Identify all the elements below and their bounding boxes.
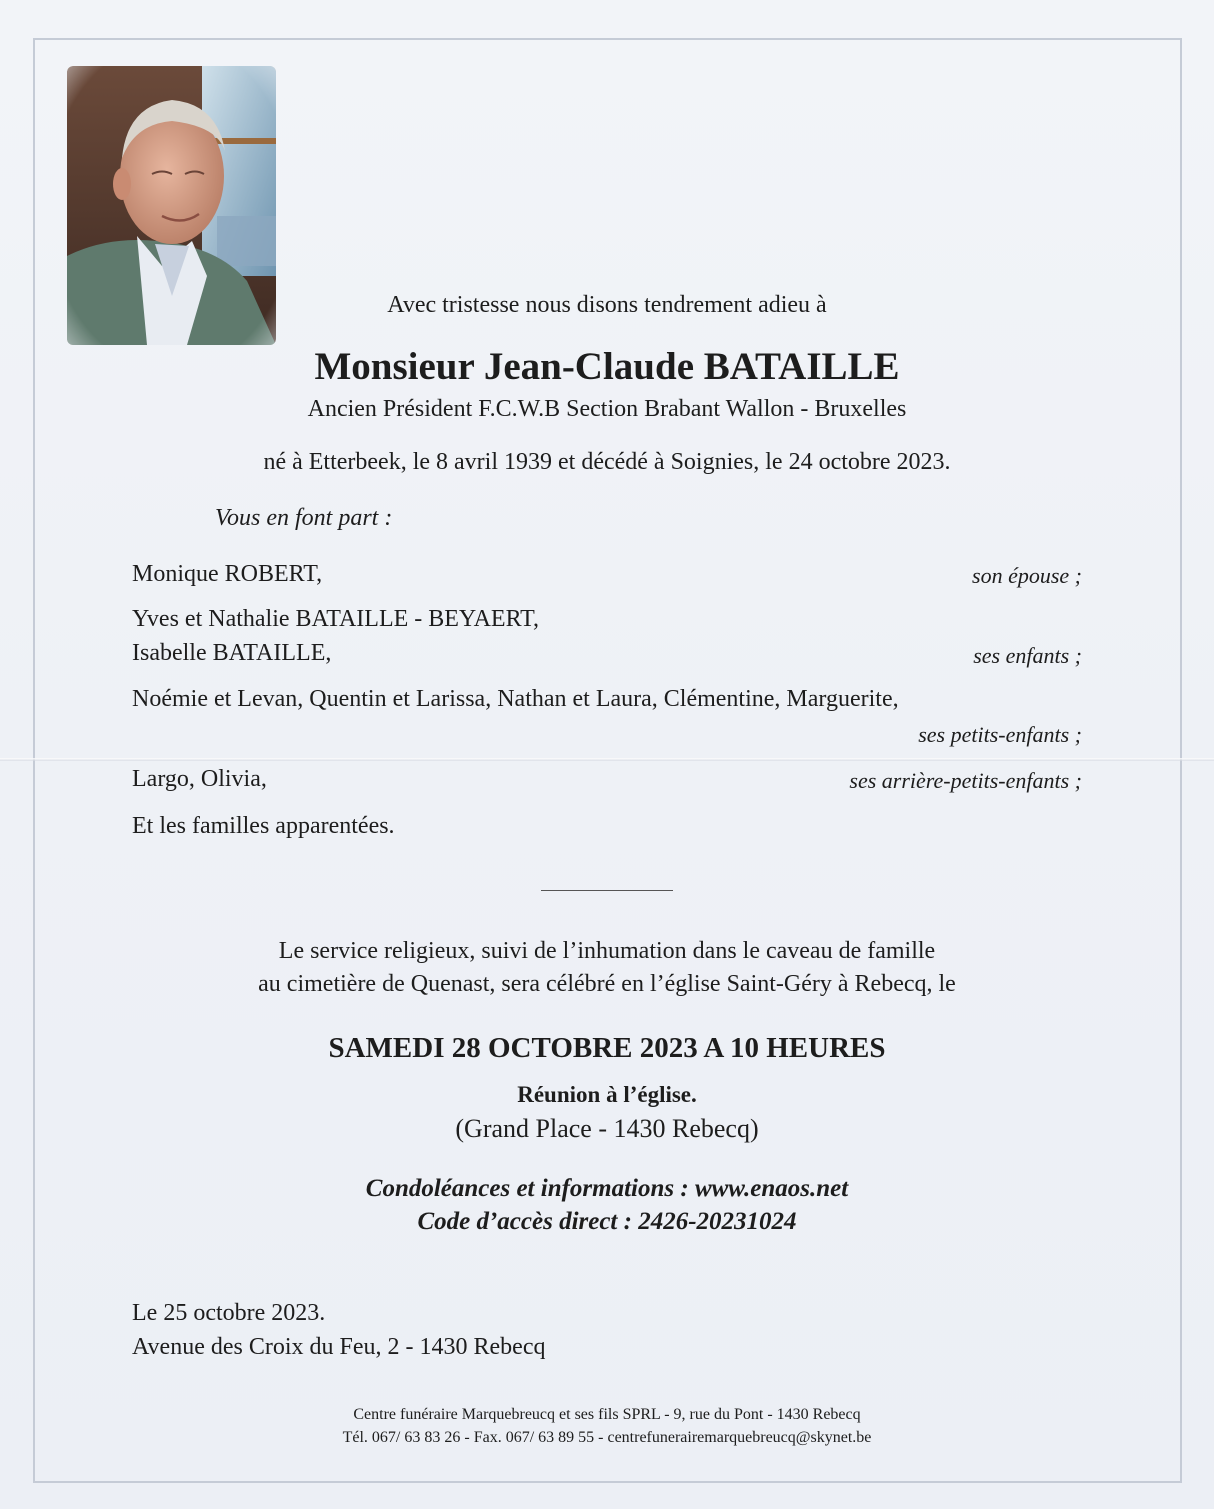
- church-address: (Grand Place - 1430 Rebecq): [455, 1114, 759, 1143]
- family-intro: Vous en font part :: [215, 505, 393, 531]
- spouse-relation: son épouse ;: [972, 563, 1082, 588]
- service-datetime: SAMEDI 28 OCTOBRE 2023 A 10 HEURES: [328, 1032, 886, 1064]
- meeting-place: Réunion à l’église.: [517, 1082, 697, 1107]
- relatives-line: Et les familles apparentées.: [132, 813, 395, 839]
- closing-date: Le 25 octobre 2023.: [132, 1300, 326, 1326]
- children-name-2: Isabelle BATAILLE,: [132, 640, 332, 666]
- service-line-1: Le service religieux, suivi de l’inhumation dans le caveau de famille: [278, 938, 936, 964]
- deceased-title: Ancien Président F.C.W.B Section Brabant Wallon - Bruxelles: [307, 396, 907, 422]
- funeral-home-line-1: Centre funéraire Marquebreucq et ses fils SPRL - 9, rue du Pont - 1430 Rebecq: [353, 1406, 861, 1423]
- great-grandchildren-relation: ses arrière-petits-enfants ;: [849, 768, 1082, 793]
- spouse-name: Monique ROBERT,: [132, 561, 323, 587]
- deceased-name: Monsieur Jean-Claude BATAILLE: [314, 345, 900, 388]
- children-name-1: Yves et Nathalie BATAILLE - BEYAERT,: [132, 606, 540, 632]
- access-code-line: Code d’accès direct : 2426-20231024: [417, 1208, 797, 1235]
- funeral-home-line-2: Tél. 067/ 63 83 26 - Fax. 067/ 63 89 55 - centrefunerairemarquebreucq@skynet.be: [342, 1429, 872, 1446]
- birth-death-line: né à Etterbeek, le 8 avril 1939 et décédé à Soignies, le 24 octobre 2023.: [263, 449, 951, 475]
- great-grandchildren-names: Largo, Olivia,: [132, 766, 267, 792]
- grandchildren-names: Noémie et Levan, Quentin et Larissa, Nathan et Laura, Clémentine, Marguerite,: [132, 686, 899, 712]
- children-relation: ses enfants ;: [973, 643, 1082, 668]
- intro-line: Avec tristesse nous disons tendrement adieu à: [387, 292, 827, 318]
- grandchildren-relation: ses petits-enfants ;: [918, 722, 1082, 747]
- section-divider: [541, 890, 673, 891]
- fold-line: [0, 758, 1214, 761]
- service-line-2: au cimetière de Quenast, sera célébré en l’église Saint-Géry à Rebecq, le: [258, 971, 956, 997]
- condolences-line: Condoléances et informations : www.enaos.net: [365, 1175, 849, 1202]
- closing-address: Avenue des Croix du Feu, 2 - 1430 Rebecq: [132, 1334, 546, 1360]
